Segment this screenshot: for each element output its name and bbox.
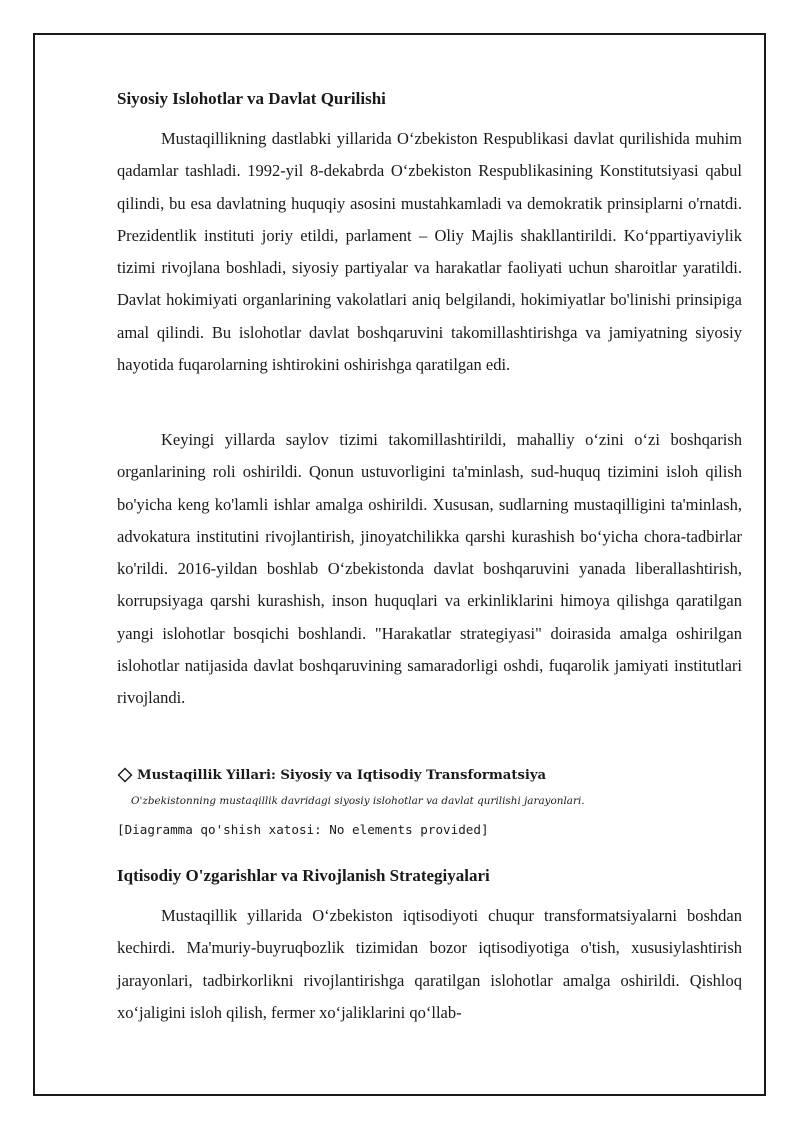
section-heading-political: Siyosiy Islohotlar va Davlat Qurilishi (117, 89, 386, 108)
section-heading-economic: Iqtisodiy O'zgarishlar va Rivojlanish Strategiyalari (117, 866, 490, 885)
diamond-icon (117, 767, 133, 783)
diagram-title (117, 767, 546, 783)
diagram-title-text: Mustaqillik Yillari: Siyosiy va Iqtisodiy Transformatsiya (137, 767, 547, 783)
diagram-error-message: [Diagramma qo'shish xatosi: No elements provided] (117, 822, 489, 837)
paragraph: Keyingi yillarda saylov tizimi takomillashtirildi, mahalliy o‘zini o‘zi boshqarish organlarining roli oshirildi. Qonun ustuvorligini ta'minlash, sud-huquq tizimini isloh qilish bo'yicha keng ko'lamli ishlar amalga oshirildi. Xususan, sudlarning mustaqilligini ta'minlash, advokatura institutini rivojlantirish, jinoyatchilikka qarshi kurashish bo‘yicha chora-tadbirlar ko'rildi. 2016-yildan boshlab O‘zbekistonda davlat boshqaruvini yanada liberallashtirish, korrupsiyaga qarshi kurashish, inson huquqlari va erkinliklarini himoya qilishga qaratilgan yangi islohotlar bosqichi boshlandi. "Harakatlar strategiyasi" doirasida amalga oshirilgan islohotlar natijasida davlat boshqaruvining samaradorligi oshdi, fuqarolik jamiyati institutlari rivojlandi. (117, 430, 742, 708)
diagram-caption: O'zbekistonning mustaqillik davridagi siyosiy islohotlar va davlat qurilishi jarayonlari. (131, 795, 585, 807)
paragraph: Mustaqillikning dastlabki yillarida O‘zbekiston Respublikasi davlat qurilishida muhim qadamlar tashladi. 1992-yil 8-dekabrda O‘zbekiston Respublikasining Konstitutsiyasi qabul qilindi, bu esa davlatning huquqiy asosini mustahkamladi va demokratik prinsiplarni o'rnatdi. Prezidentlik instituti joriy etildi, parlament – Oliy Majlis shakllantirildi. Ko‘ppartiyaviylik tizimi rivojlana boshladi, siyosiy partiyalar va harakatlar faoliyati uchun sharoitlar yaratildi. Davlat hokimiyati organlarining vakolatlari aniq belgilandi, hokimiyatlar bo'linishi prinsipiga amal qilindi. Bu islohotlar davlat boshqaruvini takomillashtirishga va jamiyatning siyosiy hayotida fuqarolarning ishtirokini oshirishga qaratilgan edi. (117, 129, 742, 375)
paragraph: Mustaqillik yillarida O‘zbekiston iqtisodiyoti chuqur transformatsiyalarni boshdan kechirdi. Ma'muriy-buyruqbozlik tizimidan bozor iqtisodiyotiga o'tish, xususiylashtirish jarayonlari, tadbirkorlikni rivojlantirishga qaratilgan islohotlar amalga oshirildi. Qishloq xo‘jaligini isloh qilish, fermer xo‘jaliklarini qo‘llab- (117, 906, 742, 1022)
